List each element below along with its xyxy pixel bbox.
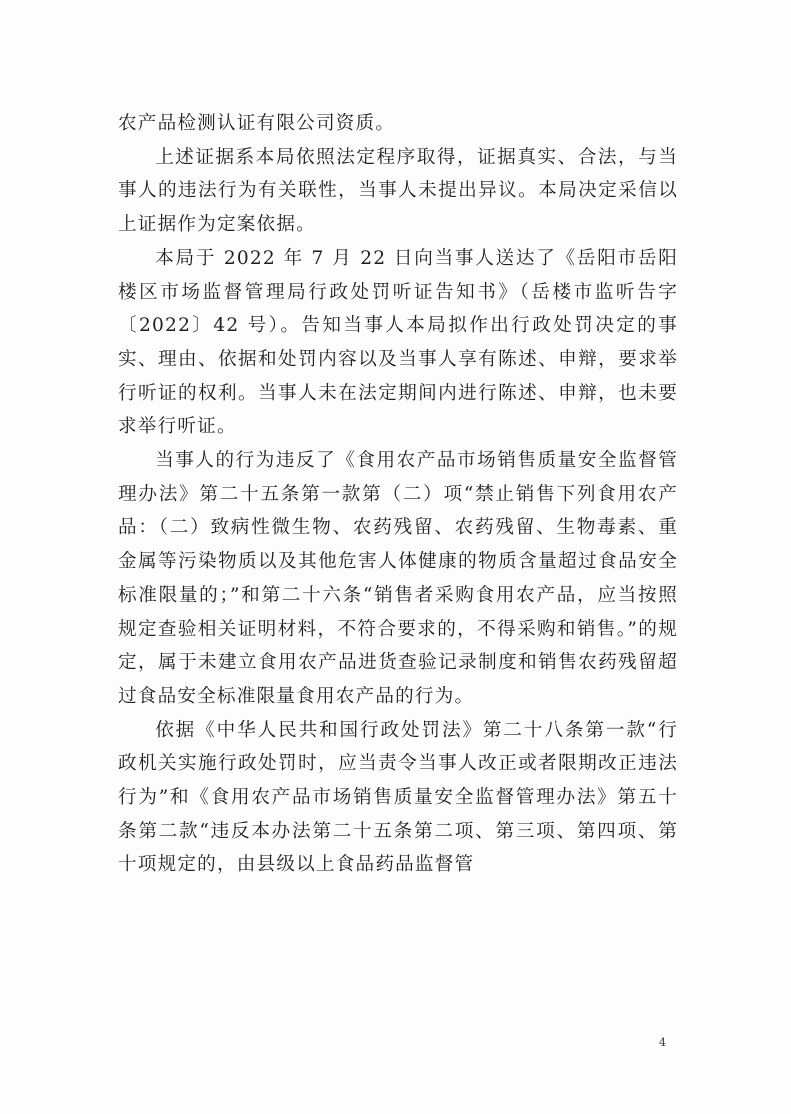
paragraph-3: 本局于 2022 年 7 月 22 日向当事人送达了《岳阳市岳阳楼区市场监督管理局行政处罚听证告知书》（岳楼市监听告字〔2022〕42 号）。告知当事人本局拟作出行政处罚决定的事实、理由、依据和处罚内容以及当事人享有陈述、申辩，要求举行听证的权利。当事人未在法定期间内进行陈述、申辩，也未要求举行听证。 — [118, 247, 678, 438]
page-number: 4 — [659, 1036, 666, 1049]
paragraph-4: 当事人的行为违反了《食用农产品市场销售质量安全监督管理办法》第二十五条第一款第（二）项“禁止销售下列食用农产品：（二）致病性微生物、农药残留、农药残留、生物毒素、重金属等污染物质以及其他危害人体健康的物质含量超过食品安全标准限量的；”和第二十六条“销售者采购食用农产品，应当按照规定查验相关证明材料，不符合要求的，不得采购和销售。”的规定，属于未建立食用农产品进货查验记录制度和销售农药残留超过食品安全标准限量食用农产品的行为。 — [118, 450, 678, 707]
paragraph-5: 依据《中华人民共和国行政处罚法》第二十八条第一款“行政机关实施行政处罚时，应当责令当事人改正或者限期改正违法行为”和《食用农产品市场销售质量安全监督管理办法》第五十条第二款“违反本办法第二十五条第二项、第三项、第四项、第十项规定的，由县级以上食品药品监督管 — [118, 719, 678, 876]
document-body — [118, 107, 678, 882]
paragraph-2: 上述证据系本局依照法定程序取得，证据真实、合法，与当事人的违法行为有关联性，当事人未提出异议。本局决定采信以上证据作为定案依据。 — [118, 146, 678, 236]
paragraph-1: 农产品检测认证有限公司资质。 — [118, 113, 396, 134]
